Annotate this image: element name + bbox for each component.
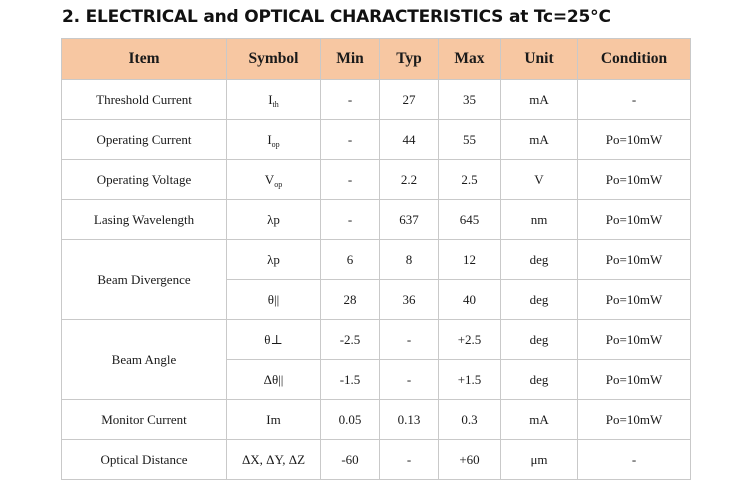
max-cell: 645 <box>439 200 501 240</box>
min-cell: - <box>321 160 380 200</box>
max-cell: +60 <box>439 440 501 480</box>
max-cell: 2.5 <box>439 160 501 200</box>
table-row <box>62 320 691 360</box>
unit-cell: mA <box>501 80 578 120</box>
column-header-max: Max <box>439 39 501 80</box>
item-cell: Monitor Current <box>62 400 227 440</box>
symbol-main: I <box>268 91 273 107</box>
unit-cell: mA <box>501 400 578 440</box>
symbol-cell: Δθ|| <box>227 360 321 400</box>
column-header-min: Min <box>321 39 380 80</box>
condition-cell: Po=10mW <box>578 320 691 360</box>
item-cell: Optical Distance <box>62 440 227 480</box>
max-cell: 12 <box>439 240 501 280</box>
column-header-typ: Typ <box>380 39 439 80</box>
column-header-item: Item <box>62 39 227 80</box>
min-cell: - <box>321 80 380 120</box>
min-cell: 6 <box>321 240 380 280</box>
typ-cell: 27 <box>380 80 439 120</box>
min-cell: 28 <box>321 280 380 320</box>
min-cell: - <box>321 120 380 160</box>
item-cell: Threshold Current <box>62 80 227 120</box>
typ-cell: 2.2 <box>380 160 439 200</box>
header-row <box>62 39 691 80</box>
condition-cell: Po=10mW <box>578 160 691 200</box>
symbol-cell: θ|| <box>227 280 321 320</box>
condition-cell: Po=10mW <box>578 400 691 440</box>
max-cell: 55 <box>439 120 501 160</box>
typ-cell: 8 <box>380 240 439 280</box>
typ-cell: 637 <box>380 200 439 240</box>
typ-cell: 44 <box>380 120 439 160</box>
typ-cell: 36 <box>380 280 439 320</box>
table-row <box>62 160 691 200</box>
characteristics-table <box>61 38 691 480</box>
min-cell: -2.5 <box>321 320 380 360</box>
table-row <box>62 120 691 160</box>
symbol-cell: λp <box>227 240 321 280</box>
unit-cell: deg <box>501 320 578 360</box>
unit-cell: μm <box>501 440 578 480</box>
condition-cell: Po=10mW <box>578 120 691 160</box>
symbol-cell <box>227 160 321 200</box>
min-cell: -1.5 <box>321 360 380 400</box>
typ-cell: - <box>380 360 439 400</box>
condition-cell: Po=10mW <box>578 360 691 400</box>
column-header-condition: Condition <box>578 39 691 80</box>
unit-cell: deg <box>501 240 578 280</box>
column-header-symbol: Symbol <box>227 39 321 80</box>
condition-cell: - <box>578 80 691 120</box>
condition-cell: Po=10mW <box>578 280 691 320</box>
unit-cell: deg <box>501 280 578 320</box>
symbol-main: V <box>264 171 275 187</box>
max-cell: +2.5 <box>439 320 501 360</box>
max-cell: 35 <box>439 80 501 120</box>
item-cell: Lasing Wavelength <box>62 200 227 240</box>
unit-cell: V <box>501 160 578 200</box>
item-cell: Beam Divergence <box>62 240 227 320</box>
section-heading: 2. ELECTRICAL and OPTICAL CHARACTERISTICS at Tc=25°C <box>62 7 611 27</box>
min-cell: 0.05 <box>321 400 380 440</box>
unit-cell: deg <box>501 360 578 400</box>
symbol-subscript: op <box>271 139 280 149</box>
symbol-cell: λp <box>227 200 321 240</box>
symbol-subscript: th <box>272 99 279 109</box>
max-cell: +1.5 <box>439 360 501 400</box>
condition-cell: Po=10mW <box>578 200 691 240</box>
column-header-unit: Unit <box>501 39 578 80</box>
symbol-cell: ΔX, ΔY, ΔZ <box>227 440 321 480</box>
typ-cell: 0.13 <box>380 400 439 440</box>
symbol-subscript: op <box>274 179 283 189</box>
min-cell: - <box>321 200 380 240</box>
symbol-cell: Im <box>227 400 321 440</box>
max-cell: 0.3 <box>439 400 501 440</box>
table-row <box>62 440 691 480</box>
table-row <box>62 240 691 280</box>
unit-cell: nm <box>501 200 578 240</box>
symbol-cell: θ⊥ <box>227 320 321 360</box>
item-cell: Operating Current <box>62 120 227 160</box>
item-cell: Operating Voltage <box>62 160 227 200</box>
max-cell: 40 <box>439 280 501 320</box>
item-cell: Beam Angle <box>62 320 227 400</box>
condition-cell: - <box>578 440 691 480</box>
table-row <box>62 80 691 120</box>
unit-cell: mA <box>501 120 578 160</box>
typ-cell: - <box>380 440 439 480</box>
symbol-cell <box>227 120 321 160</box>
min-cell: -60 <box>321 440 380 480</box>
table-row <box>62 400 691 440</box>
typ-cell: - <box>380 320 439 360</box>
symbol-cell <box>227 80 321 120</box>
symbol-main: I <box>267 131 272 147</box>
condition-cell: Po=10mW <box>578 240 691 280</box>
table-row <box>62 200 691 240</box>
